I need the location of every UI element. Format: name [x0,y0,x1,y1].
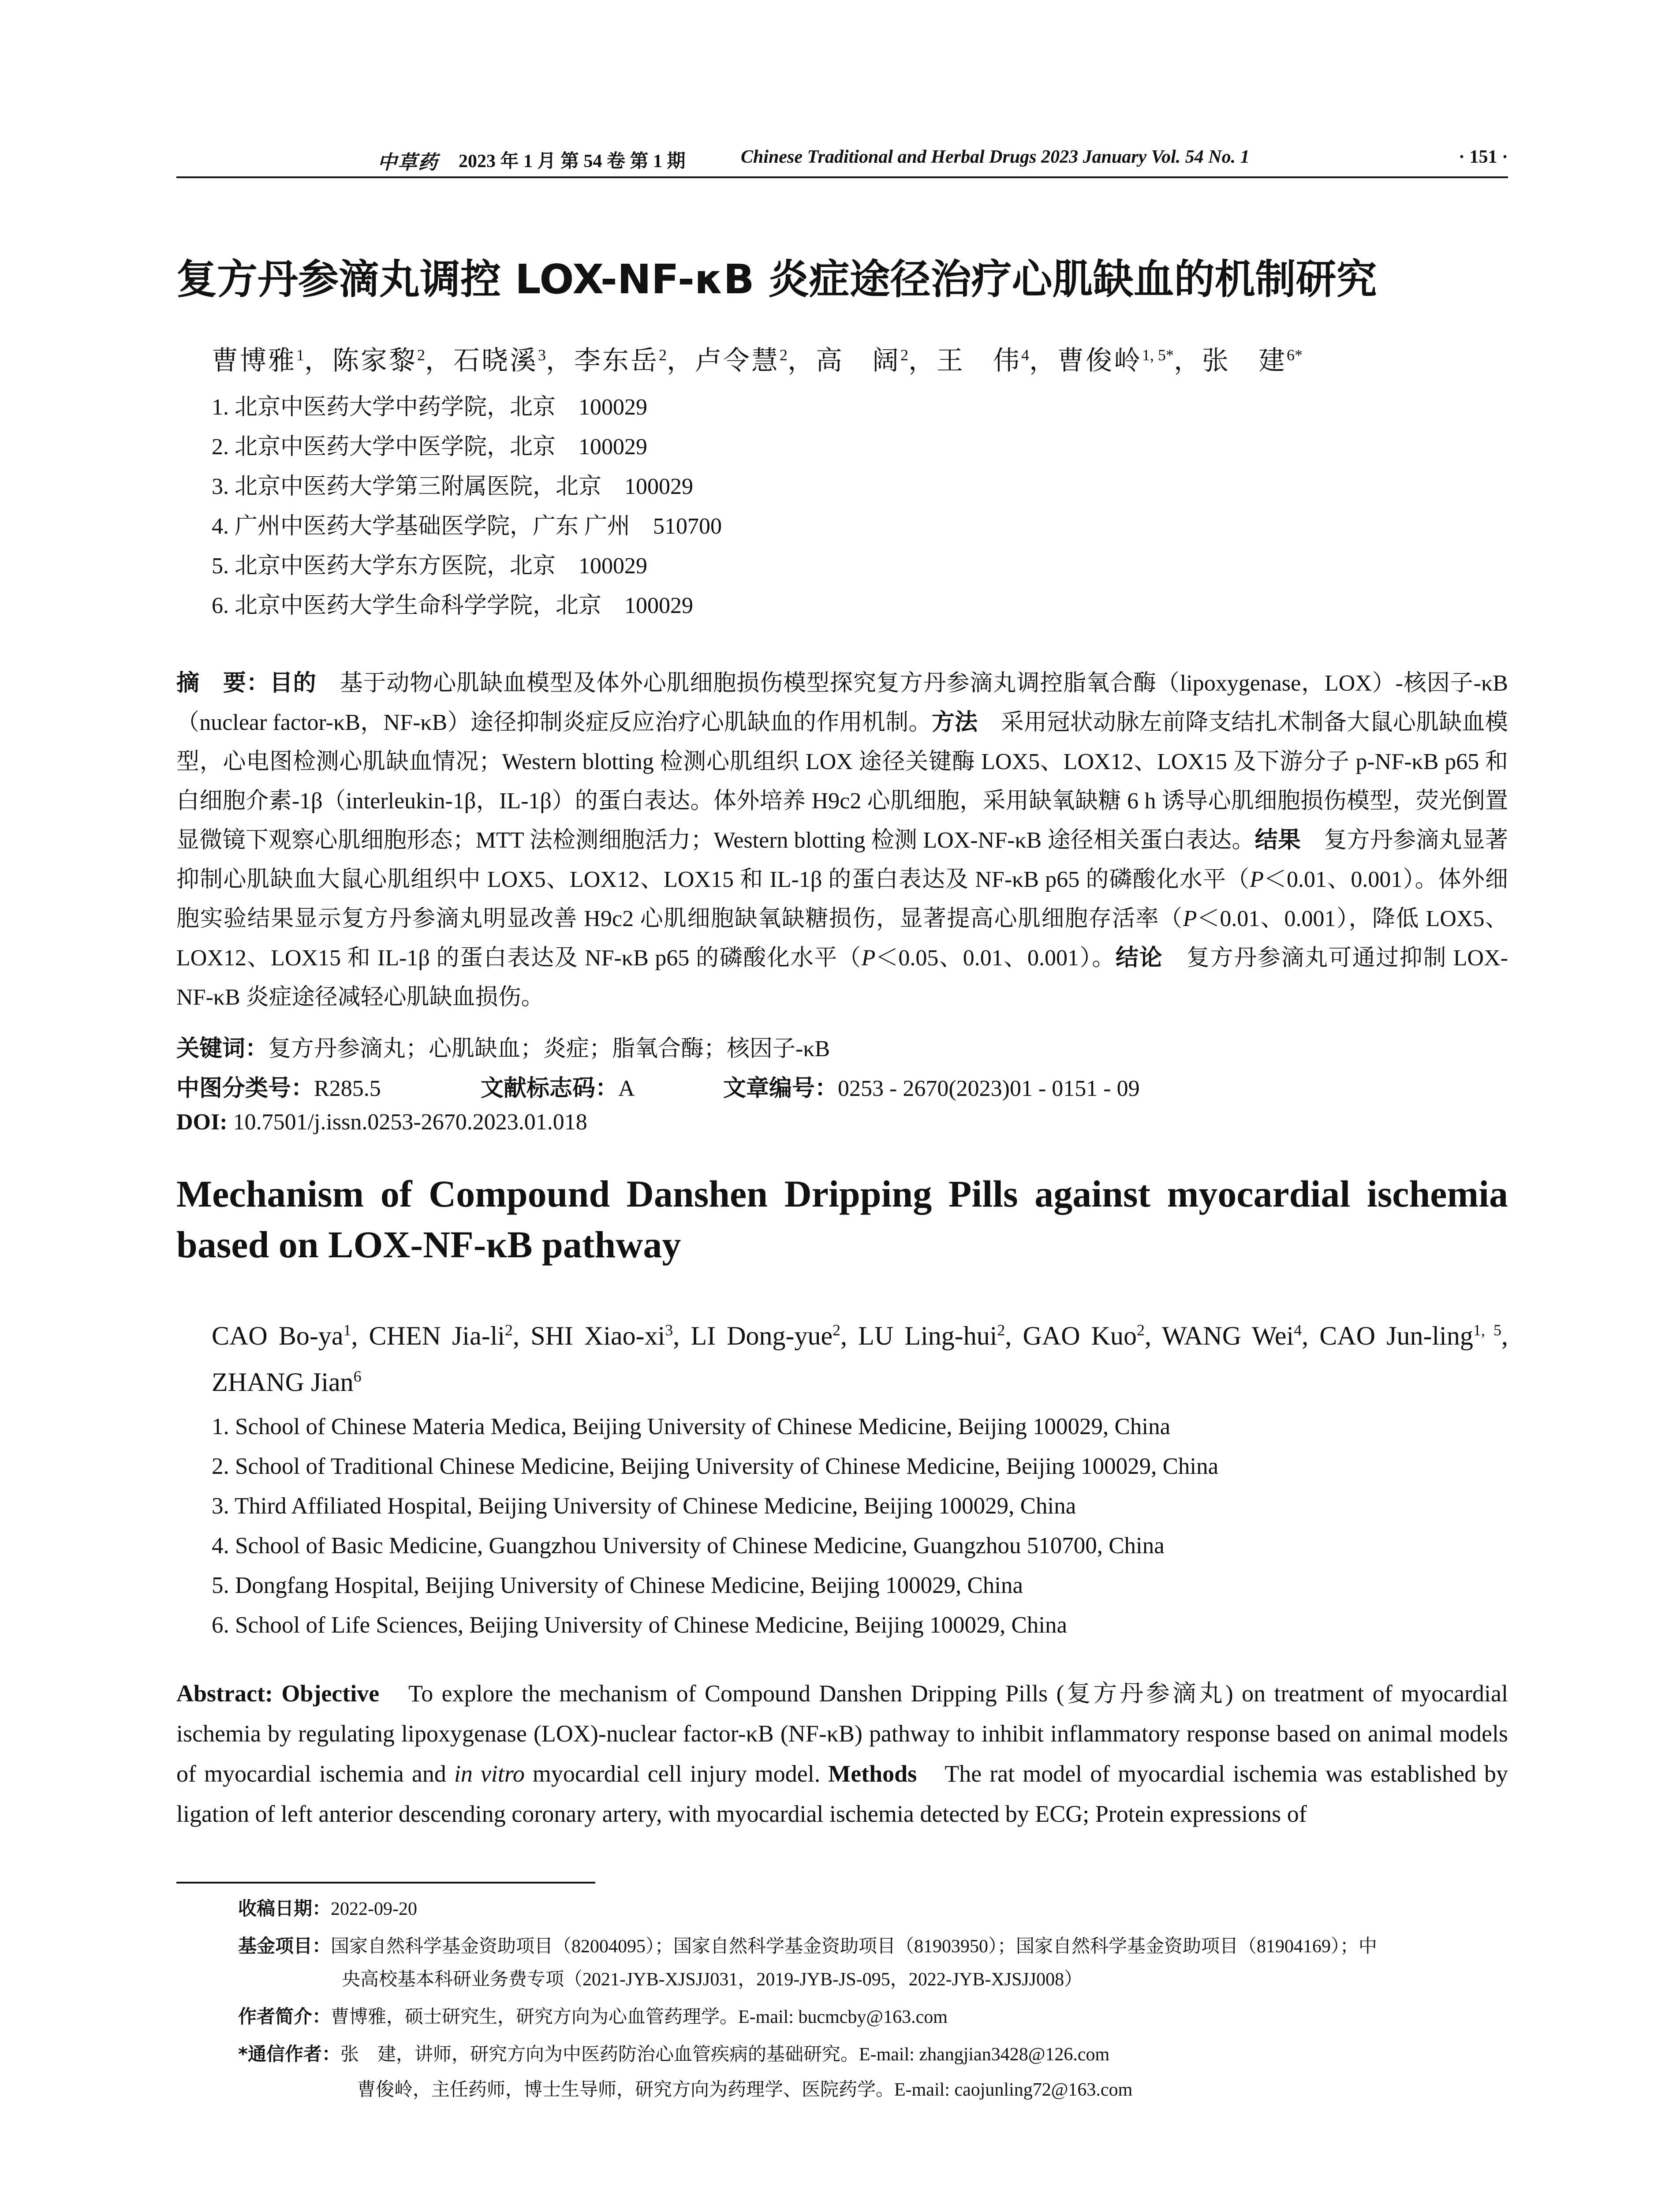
affiliation-en: 1. School of Chinese Materia Medica, Beijing University of Chinese Medicine, Beijing 100029, China [212,1414,1171,1439]
author-affiliation-mark: 1, 5* [1142,346,1174,364]
abstract-label: 摘 要： [176,670,270,696]
author-affiliation-mark: 2 [1137,1321,1145,1339]
p-symbol: P [1250,867,1264,892]
author-affiliation-mark: 2 [505,1321,513,1339]
conclusion-label: 结论 [1115,945,1163,971]
author-name: WANG Wei [1162,1321,1294,1350]
author-name: 陈家黎 [332,346,417,375]
abstract-cn [176,664,1508,1017]
received-date [238,1894,417,1921]
objective-text: To explore the mechanism of Compound Danshen Dripping Pills (复方丹参滴丸) on treatment of myocardial ischemia by regulating lipoxygenase (LOX)-nuclear factor-κB (NF-κB) pathway to inhibit inflammatory response based on animal models of myocardial ischemia and [176,1680,1508,1787]
corr-label: *通信作者： [238,2043,340,2065]
authors-en: CAO $Bo-ya^1$, CHEN Jia-$li^2$, SHI Xiao-$xi^3$, LI Dong-yue$^2$, LU Ling-hui$^2$, GAO Kuo$^2$, WANG Wei$^4$, CAO Jun-ling$^{1, 5}$, ZHANG Jian$^6$ [212,1321,1508,1397]
doc-code-label: 文献标志码： [481,1075,619,1102]
author-bio [238,2002,948,2029]
objective-label: 目的 [269,670,317,696]
affiliation-en: 6. School of Life Sciences, Beijing University of Chinese Medicine, Beijing 100029, China [212,1612,1068,1638]
affiliation-cn: 4. 广州中医药大学基础医学院，广东 广州 510700 [212,514,722,539]
affiliation-en: 4. School of Basic Medicine, Guangzhou University of Chinese Medicine, Guangzhou 510700, China [212,1533,1165,1558]
page-number: · 151 · [1458,147,1508,167]
author-affiliation-mark: 4 [1021,346,1029,364]
author-affiliation-mark: 6* [1287,346,1303,364]
author-name: 王 伟 [937,346,1021,375]
authors-cn: 曹博雅$^1$，陈家黎$^2$，石晓溪$^3$，李东岳$^2$，卢令慧$^2$，高 阔$^2$，王 伟$^4$，曹俊岭$^{1, 5*}$，张 建$^{6*}$ [212,346,1303,375]
title-cn: 复方丹参滴丸调控 LOX-NF-κB 炎症途径治疗心肌缺血的机制研究 [176,256,1377,303]
author-name: 高 阔 [816,346,900,375]
author-affiliation-mark: 2 [833,1321,841,1339]
doc-code-value: A [618,1076,635,1101]
classification-line [176,1069,381,1102]
author-affiliation-mark: 3 [665,1321,673,1339]
author-affiliation-mark: 1 [296,346,304,364]
article-no-line [723,1069,1140,1102]
received-label: 收稿日期： [238,1898,331,1919]
author-name: CAO Bo-ya [212,1321,343,1350]
abstract-en [176,1674,1508,1834]
author-affiliation-mark: 4 [1294,1321,1302,1339]
journal-logo: 中草药 [377,152,438,173]
author-name: LI Dong-yue [691,1321,833,1350]
abstract-objective-label: Abstract: Objective [176,1680,380,1707]
author-name: ZHANG Jian [212,1368,354,1397]
keywords-label: 关键词： [176,1035,269,1062]
author-name: CAO Jun-ling [1319,1321,1473,1350]
affiliation-cn: 2. 北京中医药大学中医学院，北京 100029 [212,434,648,460]
author-name: 曹俊岭 [1057,346,1142,375]
author-name: 石晓溪 [453,346,538,375]
author-name: SHI Xiao-xi [530,1321,665,1350]
author-name: 曹博雅 [212,346,296,375]
clc-value: R285.5 [314,1076,381,1101]
article-no-value: 0253 - 2670(2023)01 - 0151 - 09 [838,1076,1140,1101]
issue-info-cn: 2023 年 1 月 第 54 卷 第 1 期 [459,151,686,172]
header-rule [176,176,1508,178]
author-affiliation-mark: 2 [780,346,788,364]
issue-info-en: Chinese Traditional and Herbal Drugs 2023 January Vol. 54 No. 1 [741,147,1250,167]
in-vitro-term: in vitro [454,1760,525,1787]
results-text: ＜0.05、0.01、0.001）。 [875,946,1116,971]
affiliation-en: 2. School of Traditional Chinese Medicine, Beijing University of Chinese Medicine, Beijing 100029, China [212,1454,1219,1479]
author-name: 张 建 [1202,346,1287,375]
author-name: GAO Kuo [1023,1321,1137,1350]
bio-value: 曹博雅，硕士研究生，研究方向为心血管药理学。E-mail: bucmcby@163.com [331,2007,948,2027]
affiliation-cn: 5. 北京中医药大学东方医院，北京 100029 [212,553,648,579]
received-value: 2022-09-20 [331,1899,417,1919]
author-affiliation-mark: 2 [900,346,908,364]
conclusion-text: 复方丹参滴丸可通过抑制 LOX-NF-κB 炎症途径减轻心肌缺血损伤。 [176,946,1508,1010]
title-en: Mechanism of Compound Danshen Dripping Pills against myocardial ischemia based on LOX-NF-κB pathway [176,1173,1508,1266]
methods-label: Methods [828,1760,917,1787]
author-affiliation-mark: 2 [997,1321,1005,1339]
results-text: 复方丹参滴丸显著抑制心肌缺血大鼠心肌组织中 LOX5、LOX12、LOX15 和 IL-1β 的蛋白表达及 NF-κB p65 的磷酸化水平（ [176,828,1508,892]
methods-text: The rat model of myocardial ischemia was established by ligation of left anterior descending coronary artery, with myocardial ischemia detected by ECG; Protein expressions of [176,1760,1508,1827]
running-header [176,140,1508,176]
fund-label: 基金项目： [238,1935,331,1957]
author-affiliation-mark: 1 [343,1321,351,1339]
p-symbol: P [861,946,876,971]
author-name: LU Ling-hui [858,1321,997,1350]
keywords-value: 复方丹参滴丸；心肌缺血；炎症；脂氧合酶；核因子-κB [268,1036,830,1061]
author-affiliation-mark: 3 [538,346,546,364]
methods-label: 方法 [931,709,978,736]
author-name: CHEN Jia-li [369,1321,505,1350]
bio-label: 作者简介： [238,2006,331,2027]
affiliation-en: 5. Dongfang Hospital, Beijing University of Chinese Medicine, Beijing 100029, China [212,1573,1023,1598]
affiliation-cn: 1. 北京中医药大学中药学院，北京 100029 [212,395,648,420]
author-affiliation-mark: 2 [659,346,667,364]
fund-line-continued: 央高校基本科研业务费专项（2021-JYB-XJSJJ031，2019-JYB-JS-095，2022-JYB-XJSJJ008） [342,1970,1083,1990]
clc-label: 中图分类号： [176,1075,314,1102]
author-affiliation-mark: 2 [417,346,425,364]
doi-value[interactable]: 10.7501/j.issn.0253-2670.2023.01.018 [227,1110,587,1135]
keywords-line [176,1030,830,1063]
corresponding-author [238,2040,1109,2066]
fund-line [238,1932,1377,1958]
corr-value: 张 建，讲师，研究方向为中医药防治心血管疾病的基础研究。E-mail: zhangjian3428@126.com [340,2044,1110,2065]
p-symbol: P [1183,906,1197,931]
doc-code-line [481,1069,635,1102]
author-affiliation-mark: 6 [353,1368,362,1385]
doi-line [176,1109,587,1135]
author-affiliation-mark: 1, 5 [1473,1321,1501,1339]
author-name: 卢令慧 [695,346,780,375]
affiliation-cn: 6. 北京中医药大学生命科学学院，北京 100029 [212,593,694,618]
affiliation-cn: 3. 北京中医药大学第三附属医院，北京 100029 [212,474,694,499]
results-text: ＜0.01、0.001）。体外细胞实验结果显示复方丹参滴丸明显改善 H9c2 心肌细胞缺氧缺糖损伤，显著提高心肌细胞存活率（ [176,867,1508,931]
footnote-rule [176,1882,595,1884]
doi-label: DOI: [176,1110,228,1135]
corresponding-author-2: 曹俊岭，主任药师，博士生导师，研究方向为药理学、医院药学。E-mail: caojunling72@163.com [357,2080,1133,2100]
objective-text: myocardial cell injury model. [524,1760,821,1787]
affiliation-en: 3. Third Affiliated Hospital, Beijing University of Chinese Medicine, Beijing 100029, China [212,1493,1076,1519]
results-text: ＜0.01、0.001），降低 LOX5、LOX12、LOX15 和 IL-1β 的蛋白表达及 NF-κB p65 的磷酸化水平（ [176,906,1508,971]
results-label: 结果 [1254,827,1301,853]
author-name: 李东岳 [574,346,659,375]
objective-text: 基于动物心肌缺血模型及体外心肌细胞损伤模型探究复方丹参滴丸调控脂氧合酶（lipoxygenase，LOX）-核因子-κB（nuclear factor-κB，NF-κB）途径抑制炎症反应治疗心肌缺血的作用机制。 [176,671,1508,735]
article-no-label: 文章编号： [723,1075,838,1102]
fund-value: 国家自然科学基金资助项目（82004095）；国家自然科学基金资助项目（81903950）；国家自然科学基金资助项目（81904169）；中 [331,1936,1378,1957]
methods-text: 采用冠状动脉左前降支结扎术制备大鼠心肌缺血模型，心电图检测心肌缺血情况；Western blotting 检测心肌组织 LOX 途径关键酶 LOX5、LOX12、LOX15 及下游分子 p-NF-κB p65 和白细胞介素-1β（interleukin-1β，IL-1β）的蛋白表达。体外培养 H9c2 心肌细胞，采用缺氧缺糖 6 h 诱导心肌细胞损伤模型，荧光倒置显微镜下观察心肌细胞形态；MTT 法检测细胞活力；Western blotting 检测 LOX-NF-κB 途径相关蛋白表达。 [176,710,1508,853]
